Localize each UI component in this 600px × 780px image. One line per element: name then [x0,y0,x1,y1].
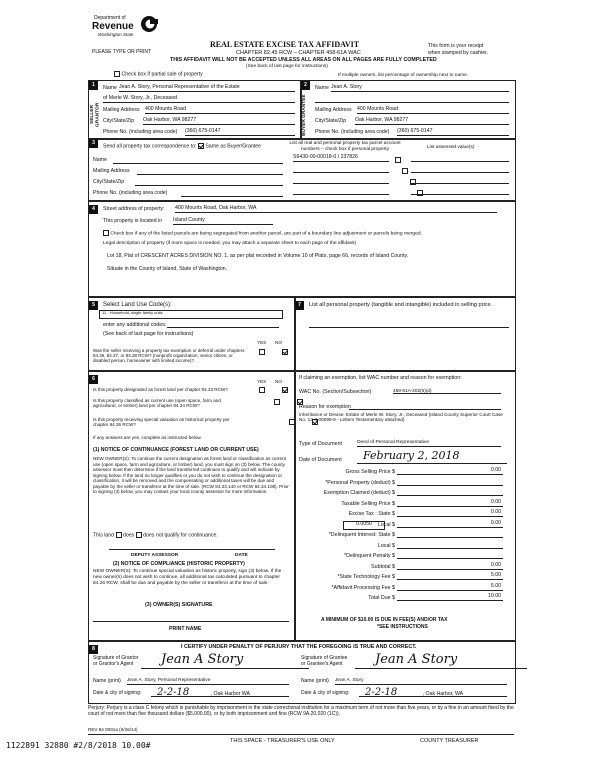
reason-line [349,409,501,410]
minimum-due-note: A MINIMUM OF $10.00 IS DUE IN FEE(S) AND/OR TAX [321,617,448,623]
tax-row-label: *Delinquent Penalty $ [344,553,395,559]
grantee-name-field[interactable]: Jean A. Story [335,678,507,685]
partial-sale-label: Check box if partial sale of property [121,71,203,78]
dept-line2: Revenue [92,21,134,32]
dept-line1: Department of [94,15,126,21]
section-correspondence [88,138,516,202]
partial-sale-row [114,71,203,78]
claim-exemption-label: If claiming an exemption, list WAC number and reason for exemption: [299,375,462,381]
land-use-code-select[interactable]: 11 - Household, single family units [99,310,283,319]
segregated-row [103,230,422,237]
section-personal-property [294,296,516,372]
personal-property-text: List all personal property (tangible and intangible) included in selling price. [309,302,493,308]
tax-row-label: *State Technology Fee $ [337,574,395,580]
assessed-header: List assessed value(s) [427,145,475,150]
section-tax [294,370,516,642]
doc-date-label: Date of Document [299,457,342,463]
parcel-checkbox-4[interactable] [417,190,423,196]
located-field[interactable]: Island County [173,218,273,225]
parcel-field-2[interactable] [293,167,389,173]
continuance-row [93,532,218,539]
forest-q2-yes[interactable] [274,399,280,405]
dor-logo [92,14,162,44]
tax-row-value[interactable]: 0.00 [397,510,503,517]
section-num-6: 6 [89,375,98,384]
additional-codes-field[interactable] [167,327,279,328]
buyer-mailing-field[interactable]: 400 Mounts Road [357,107,509,114]
corr-phone-field[interactable] [181,196,283,197]
tax-row [295,572,515,583]
section-forest [88,370,296,642]
receipt-note-1: This form is your receipt [428,43,484,49]
treasurer-stamp: 1122891 32880 #2/8/2018 10.00# [6,741,151,750]
assessed-field-2[interactable] [411,172,509,173]
tax-row [295,520,515,531]
notice2-title: (2) NOTICE OF COMPLIANCE (HISTORIC PROPERTY) [113,561,245,567]
street-field[interactable]: 400 Mounts Road, Oak Harbor, WA [175,206,497,213]
situate-text[interactable]: Situate in the County of Island, State of Washington. [107,266,228,272]
tax-row-value[interactable]: 0.00 [397,468,503,475]
form-warning: THIS AFFIDAVIT WILL NOT BE ACCEPTED UNLESS ALL AREAS ON ALL PAGES ARE FULLY COMPLETED [170,57,437,63]
seller-city-label: City/State/Zip [103,118,135,124]
section-seller [88,80,302,140]
see-instructions-note: *SEE INSTRUCTIONS [377,624,428,630]
same-as-buyer-checkbox[interactable] [198,143,204,149]
forest-yes-header: YES [257,379,267,384]
exempt-no-checkbox[interactable] [282,349,288,355]
grantor-date-label: Date & city of signing: [93,690,142,696]
same-as-buyer-label: Same as Buyer/Grantee [205,143,261,150]
form-title: REAL ESTATE EXCISE TAX AFFIDAVIT [210,40,360,49]
legal-description[interactable]: Lot 18, Plat of CRESCENT ACRES DIVISION NO. 1, as per plat recorded in Volume 10 of Plats, page 66, records of Island County. [107,253,409,259]
forest-no-header: NO [275,379,282,384]
owner-signature-line[interactable] [93,621,289,622]
forest-q1-no[interactable] [282,387,288,393]
grantee-name-label: Name (print) [301,678,329,684]
grantor-name-field[interactable]: Jean A. Story, Personal Representative [127,678,289,685]
forest-q1-yes[interactable] [259,387,265,393]
exempt-question: Was the seller receiving a property tax exemption or deferral under chapters 84.36, 84.37, or 84.38 RCW? (nonprofit organization, senior citizen, or disabled person, homeowner with limited income)? [93,348,245,364]
parcel-checkbox-2[interactable] [402,168,408,174]
seller-side-label: SELLER GRANTOR [90,102,101,128]
perjury-statement: Perjury: Perjury is a class C felony which is punishable by imprisonment in the state correctional institution for a maximum term of not more than five years, or by a fine in an amount fixed by the court of not more than five thousand dollars ($5,000.00), or by both imprisonment and fine (RCW 9A.20.020 (1C)). [88,705,514,717]
exempt-yes-checkbox[interactable] [259,349,265,355]
tax-row-value[interactable] [397,552,503,559]
section-num-2: 2 [301,81,310,90]
grantor-sig-label: Signature of Grantor or Grantor's Agent [93,655,139,667]
seller-city-field[interactable]: Oak Harbor, WA 98277 [143,118,295,125]
seller-phone-field[interactable]: (360) 675-0147 [185,129,295,136]
tax-row-value[interactable]: 5.00 [397,584,503,591]
doc-type-label: Type of Document [299,441,342,447]
buyer-city-field[interactable]: Oak Harbor, WA 98277 [355,118,509,125]
tax-row-label: *Delinquent Interest: State $ [328,532,395,538]
receipt-note-2: when stamped by cashier. [428,50,488,56]
type-or-print: PLEASE TYPE OR PRINT [92,49,152,55]
personal-property-field[interactable] [309,327,509,328]
grantor-date-field[interactable] [151,687,289,697]
tax-row-value[interactable]: 0.00 [397,563,503,570]
reason-field[interactable]: Inheritance or Devise: Estate of Merle W. Story, Jr., Deceased (Island County Superior Court Case No. 13-4-00098-9 - Letters Testamentary attached) [299,412,503,423]
seller-mailing-field[interactable]: 400 Mounts Road [145,107,295,114]
assessed-field-4[interactable] [411,194,509,195]
tax-row-label: Taxable Selling Price $ [341,500,395,507]
forest-q3: Is this property receiving special valuation as historical property per chapter 84.26 RCW? [93,417,230,428]
tax-row [295,467,515,478]
forest-q1: Is this property designated as forest land per chapter 84.33 RCW? [93,387,228,392]
deputy-assessor-label: DEPUTY ASSESSOR [131,553,179,558]
tax-row [295,509,515,520]
tax-row-value[interactable]: 10.00 [397,594,503,601]
tax-row-value[interactable] [397,531,503,538]
grantor-date-value: 2-2-18 [157,687,190,698]
buyer-name-field-2[interactable] [315,96,509,103]
buyer-name-label: Name [315,85,329,91]
tax-row [295,583,515,594]
certify-text: I CERTIFY UNDER PENALTY OF PERJURY THAT THE FOREGOING IS TRUE AND CORRECT. [181,644,417,650]
does-qualify-checkbox[interactable] [116,532,122,538]
rev-number: REV 84 0001a (6/26/14) [88,727,138,732]
parcel-field-3[interactable] [293,178,389,184]
buyer-side-label: BUYER GRANTEE [302,94,307,136]
parcel-field-4[interactable] [293,189,389,195]
does-label: does [122,532,135,539]
doc-type-field[interactable]: Deed of Personal Representative [357,440,501,447]
tax-row-value[interactable] [397,542,503,549]
tax-row-label: Total Due $ [368,595,395,601]
tax-row [295,499,515,510]
notice2-text: NEW OWNER(S): To continue special valuation as historic property, sign (3) below. If the new owner(s) does not wish to continue, all additional tax calculated pursuant to chapter 84.26 RCW, shall be due and payable by the seller or transferor at the time of sale. [93,569,282,586]
segregated-checkbox[interactable] [103,230,109,236]
land-use-no-header: NO [275,340,282,345]
partial-sale-checkbox[interactable] [114,71,120,77]
tax-row-value[interactable]: 5.00 [397,573,503,580]
tax-row [295,478,515,489]
corr-mailing-label: Mailing Address [93,168,130,174]
additional-codes-label: enter any additional codes: [103,322,167,328]
segregated-label: Check box if any of the listed parcels are being segregated from another parcel, are part of a boundary line adjustment or parcels being merged. [110,231,422,237]
corr-mailing-field[interactable] [137,174,283,175]
section-land-use [88,296,296,372]
tax-row-label: Exemption Claimed (deduct) $ [323,490,395,496]
section-num-7: 7 [295,301,304,310]
wac-field[interactable]: 458-61A-202(6)(d) [393,388,501,394]
tax-row-label: *Affidavit Processing Fee $ [331,584,395,591]
seller-name-field[interactable]: Jean A. Story, Personal Representative of the Estate [119,85,295,92]
print-name-label: PRINT NAME [169,626,202,632]
tax-table [295,467,515,603]
does-not-label: does not qualify for continuance. [143,532,218,539]
grantee-date-value: 2-2-18 [365,687,398,698]
send-label: Send all property tax correspondence to: [103,143,197,150]
assessed-field-1[interactable] [411,161,509,162]
forest-instruction: If any answers are yes, complete as instructed below. [93,435,202,440]
grantor-city-value: , Oak Harbor WA [210,691,250,697]
see-back: (See back of last page for instructions) [246,64,328,69]
grantor-signature[interactable]: Jean A Story [141,653,309,669]
section-num-5: 5 [89,301,98,310]
section-certify [88,640,516,704]
multiple-owners-note: If multiple owners, list percentage of ownership next to name. [338,73,469,78]
wac-label: WAC No. (Section/Subsection) [299,389,372,395]
tax-row-value[interactable]: 0.00 [397,500,503,507]
land-use-title: Select Land Use Code(s): [103,302,172,308]
date-label: DATE [235,553,248,558]
buyer-city-label: City/State/Zip [315,118,347,124]
grantee-date-label: Date & city of signing: [301,690,350,696]
seller-mailing-label: Mailing Address [103,107,140,113]
treasurer-use-only: THIS SPACE - TREASURER'S USE ONLY [230,738,335,744]
grantee-signature[interactable]: Jean A Story [355,653,527,669]
parcel-header: List all real and personal property tax parcel account numbers – check box if personal property [289,141,401,152]
section-num-4: 4 [89,205,98,214]
grantor-name-label: Name (print) [93,678,121,684]
tax-row-label: Local $ [377,542,395,549]
seller-name-label: Name [103,85,117,91]
section-num-1: 1 [89,81,98,90]
section-buyer [300,80,516,140]
county-treasurer: COUNTY TREASURER [420,738,479,744]
assessed-field-3[interactable] [411,183,509,184]
doc-date-field[interactable]: February 2, 2018 [357,450,507,464]
this-land-label: This land [93,532,115,539]
corr-phone-label: Phone No. (including area code) [93,190,168,196]
tax-row-label: Local $ [377,521,395,528]
does-not-qualify-checkbox[interactable] [136,532,142,538]
section-property [88,200,516,298]
corr-name-field[interactable] [113,163,283,164]
buyer-name-field[interactable]: Jean A. Story [331,85,509,92]
land-use-see-back: (See back of last page for instructions) [103,331,194,337]
tax-row-value[interactable] [397,479,503,486]
tax-row-label: Gross Selling Price $ [345,469,395,475]
dor-logo-icon [140,15,158,33]
footer-divider [88,734,514,735]
notice1-text: NEW OWNER(S): To continue the current designation as forest land or classification as current use (open space, farm and agriculture, or timber) land, you must sign on (3) below. The county assessor must then determine if the land transferred continues to qualify and will indicate by signing below. If the land no longer qualifies or you do not wish to continue the designation or classification, it will be removed and the compensating or additional taxes will be due and payable by the seller or transferor at the time of sale. (RCW 84.33.140 or RCW 84.34.108). Prior to signing (3) below, you may contact your local county assessor for more information. [93,456,289,494]
land-use-yes-header: YES [257,340,267,345]
buyer-phone-label: Phone No. (including area code) [315,129,390,135]
street-label: Street address of property: [103,206,165,212]
corr-city-label: City/State/Zip [93,179,125,185]
tax-row [295,530,515,541]
dept-line3: Washington State [98,32,134,37]
corr-city-field[interactable] [135,185,283,186]
buyer-phone-field[interactable]: (360) 675-0147 [397,129,509,136]
parcel-field-1[interactable]: S6430-00-00018-0 / 237826 [293,155,389,162]
tax-row-label: Excise Tax : State $ [348,511,395,517]
tax-row [295,551,515,562]
tax-row [295,593,515,604]
section-num-3: 3 [89,139,98,148]
grantee-city-value: , Oak Harbor, WA [422,691,464,697]
tax-row-value[interactable] [397,489,503,496]
local-rate-field[interactable]: 0.0050 [343,521,385,530]
seller-phone-label: Phone No. (including area code) [103,129,178,135]
tax-row [295,488,515,499]
grantee-date-field[interactable] [359,687,507,697]
tax-row-value[interactable]: 0.00 [397,521,503,528]
corr-name-label: Name [93,157,107,163]
owner-signature-title: (3) OWNER(S) SIGNATURE [145,602,213,608]
located-label: This property is located in [103,218,163,224]
form-chapter: CHAPTER 82.45 RCW – CHAPTER 458-61A WAC [236,50,361,56]
parcel-checkbox-1[interactable] [395,157,401,163]
tax-row [295,541,515,552]
seller-name-field-2[interactable]: of Merle W. Story, Jr., Deceased [103,96,295,103]
deputy-assessor-line[interactable] [109,549,275,550]
parcel-checkbox-3[interactable] [410,179,416,185]
tax-row-label: Subtotal $ [371,563,395,570]
notice1-title: (1) NOTICE OF CONTINUANCE (FOREST LAND OR CURRENT USE) [93,447,259,453]
buyer-mailing-label: Mailing Address [315,107,352,113]
tax-row [295,562,515,573]
forest-q2: Is this property classified as current use (open space, farm and agricultural, or timber) land per chapter 84.34 RCW? [93,398,221,409]
send-correspondence-row [103,143,261,150]
grantee-sig-label: Signature of Grantee or Grantee's Agent [301,655,348,667]
legal-label: Legal description of property (if more space is needed, you may attach a separate sheet to each page of the affidavit) [103,241,357,246]
tax-row-label: *Personal Property (deduct) $ [325,479,395,486]
reason-label: Reason for exemption [299,404,351,410]
section-num-8: 8 [89,645,98,654]
